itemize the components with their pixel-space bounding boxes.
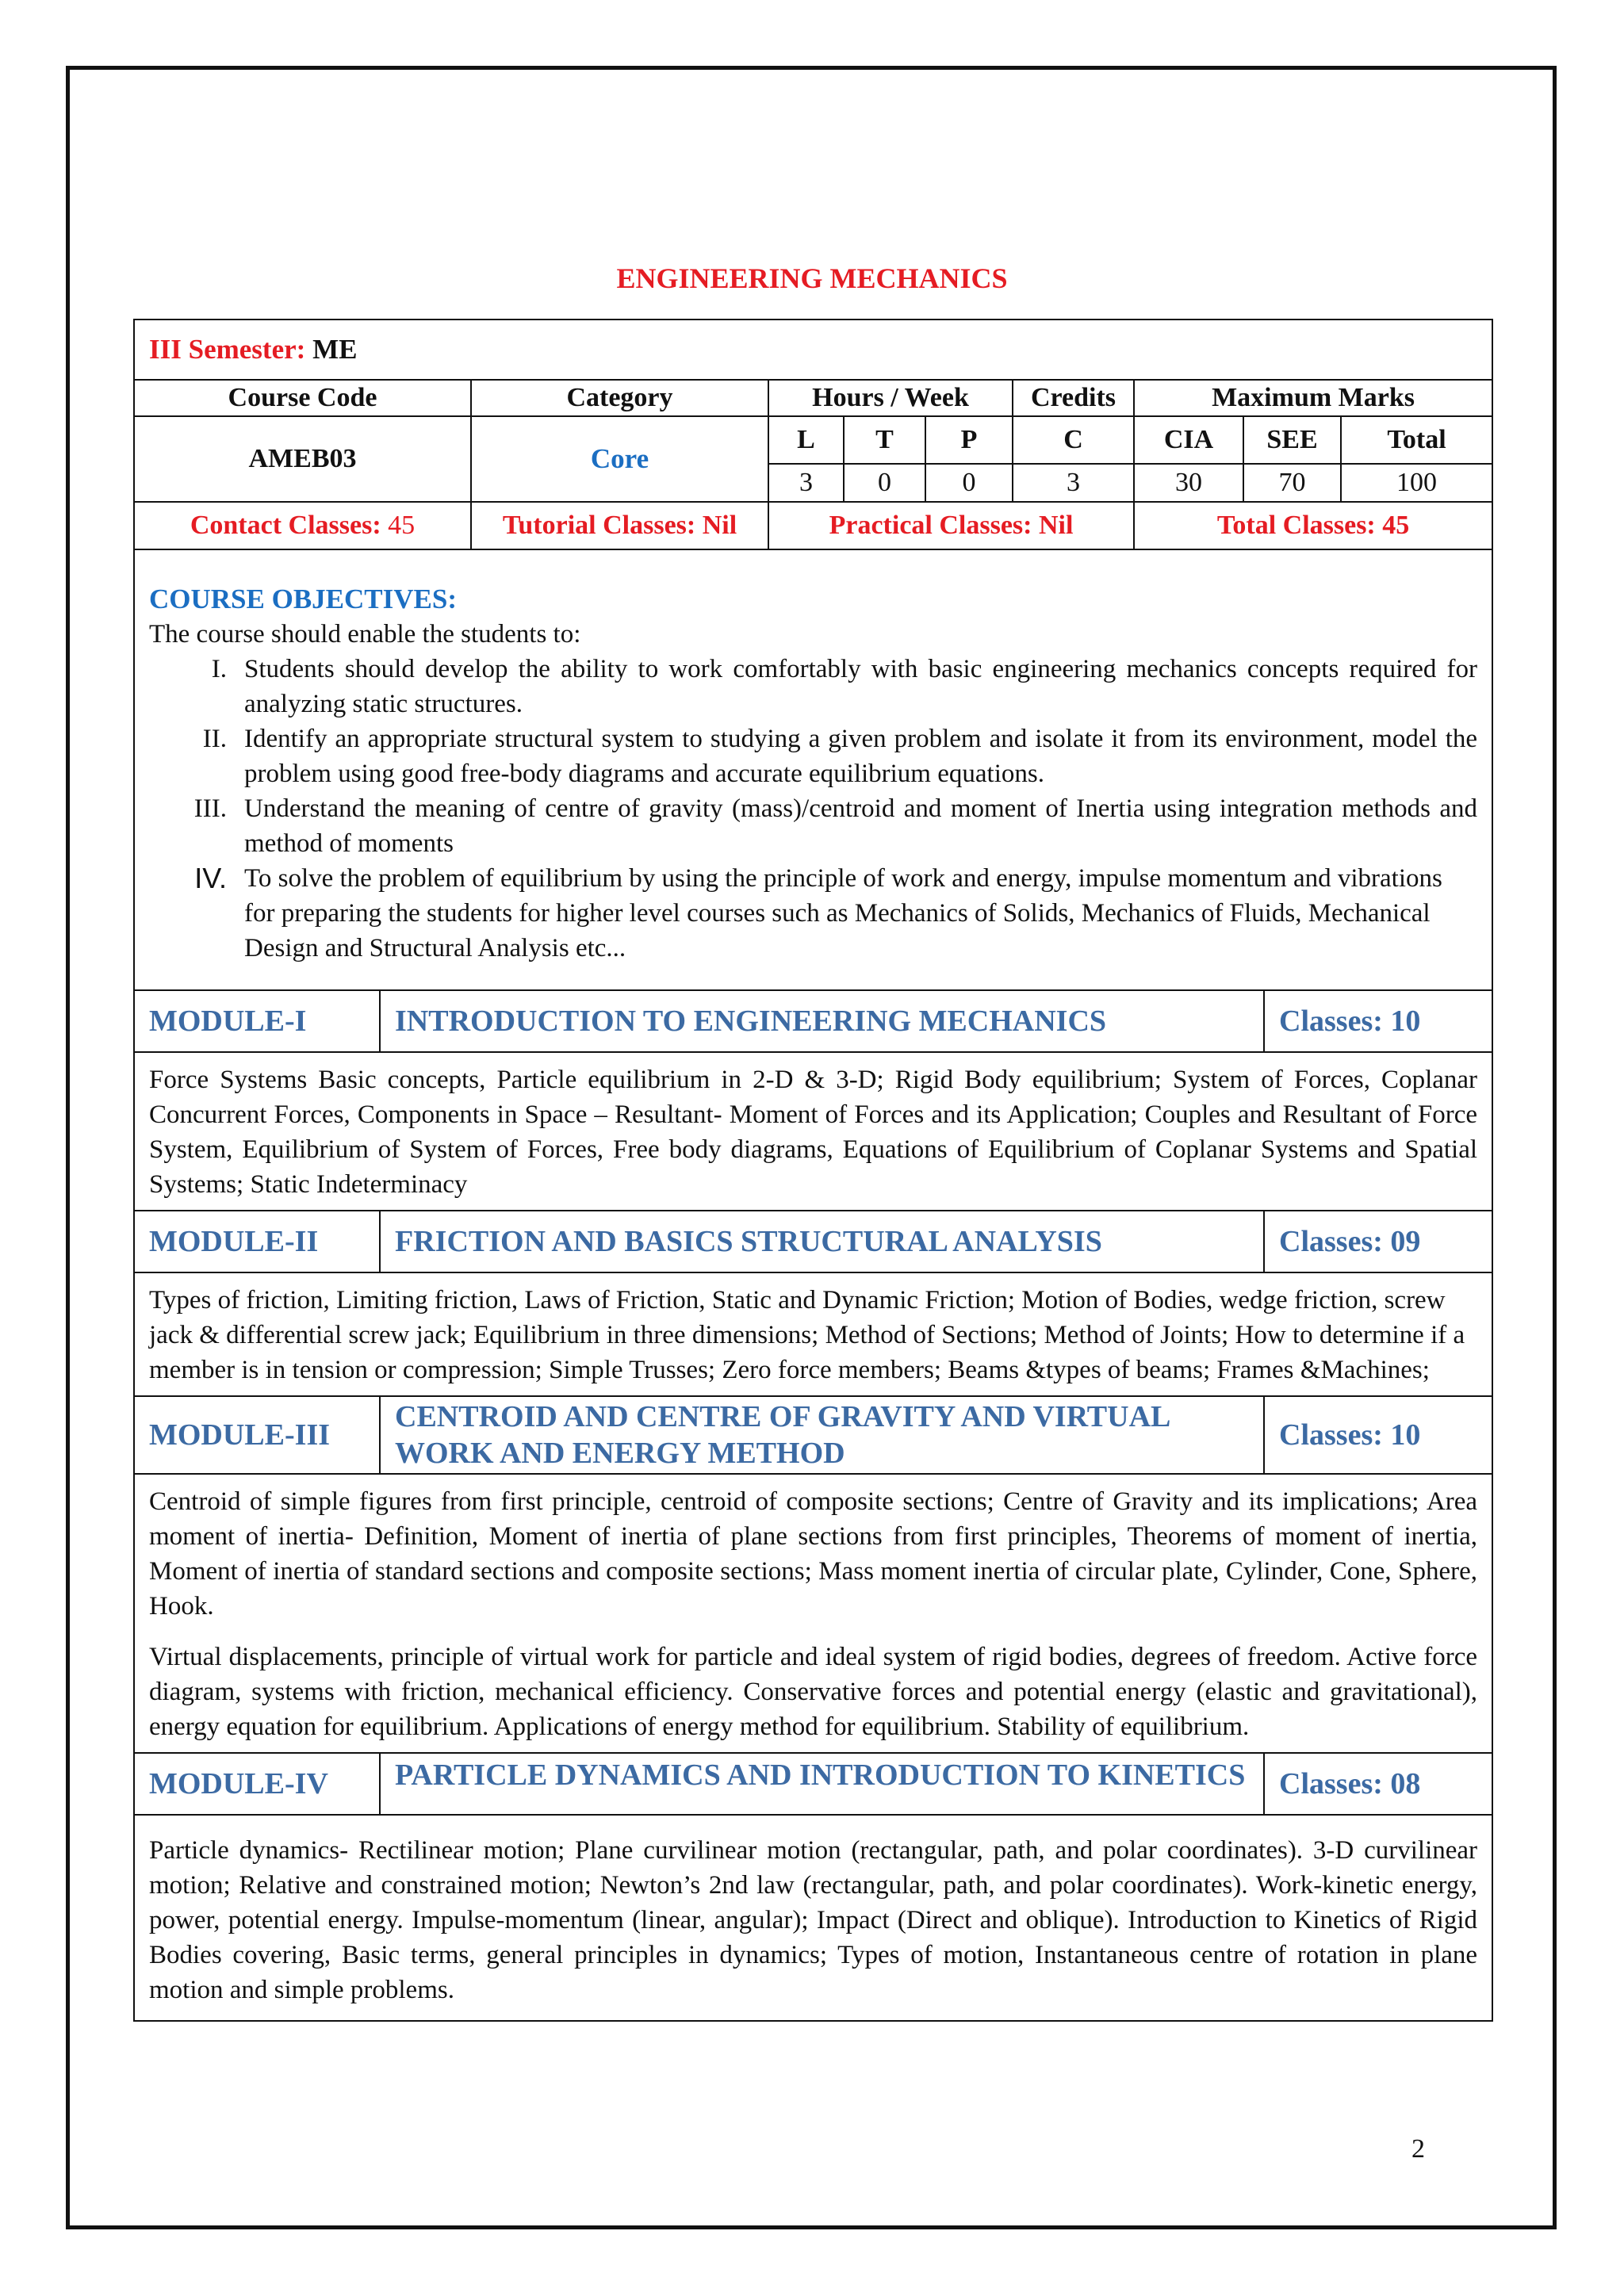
module-content bbox=[134, 1815, 1492, 2021]
tutorial-classes: Tutorial Classes: Nil bbox=[471, 502, 768, 549]
module-name bbox=[380, 1753, 1264, 1815]
semester-value: ME bbox=[312, 334, 358, 365]
col-max-marks: Maximum Marks bbox=[1134, 380, 1492, 416]
objective-item bbox=[149, 721, 1477, 791]
objectives-heading: COURSE OBJECTIVES: bbox=[149, 584, 458, 614]
module-content bbox=[134, 1474, 1492, 1753]
objective-text: Understand the meaning of centre of gravity (mass)/centroid and moment of Inertia using integration methods and method of moments bbox=[244, 794, 1478, 858]
value-p: 0 bbox=[925, 464, 1013, 502]
course-info-table bbox=[133, 319, 1493, 550]
module-header bbox=[134, 1396, 1492, 1474]
course-objectives bbox=[134, 549, 1492, 990]
module-name: CENTROID AND CENTRE OF GRAVITY AND VIRTUAL WORK AND ENERGY METHOD bbox=[380, 1396, 1264, 1474]
sub-t: T bbox=[844, 416, 925, 464]
objective-number: II. bbox=[202, 725, 227, 753]
sub-see: SEE bbox=[1243, 416, 1341, 464]
contact-classes bbox=[134, 502, 471, 549]
module-paragraph: Force Systems Basic concepts, Particle equilibrium in 2-D & 3-D; Rigid Body equilibrium; System of Forces, Coplanar Concurrent Forces, Components in Space – Resultant- Moment of Forces and its Application; Couples and Resultant of Force System, Equilibrium of System of Forces, Free body diagrams, Equations of Equilibrium of Coplanar Systems and Spatial Systems; Static Indeterminacy bbox=[149, 1066, 1478, 1199]
total-classes: Total Classes: 45 bbox=[1134, 502, 1492, 549]
module-header bbox=[134, 1753, 1492, 1815]
objectives-intro: The course should enable the students to: bbox=[149, 620, 581, 649]
semester-label: III Semester: bbox=[149, 334, 306, 365]
col-course-code: Course Code bbox=[134, 380, 471, 416]
contact-classes-label: Contact Classes: bbox=[190, 511, 381, 540]
objective-item bbox=[149, 861, 1477, 966]
objective-number: III. bbox=[193, 794, 227, 823]
category-value: Core bbox=[471, 416, 768, 502]
value-see: 70 bbox=[1243, 464, 1341, 502]
objective-item bbox=[149, 791, 1477, 861]
module-content bbox=[134, 1052, 1492, 1211]
module-paragraph: Types of friction, Limiting friction, Laws of Friction, Static and Dynamic Friction; Motion of Bodies, wedge friction, screw jack & differential screw jack; Equilibrium in three dimensions; Method of Sections; Method of Joints; How to determine if a member is in tension or compression; Simple Trusses; Zero force members; Beams &types of beams; Frames &Machines; bbox=[149, 1286, 1465, 1384]
contact-classes-value: 45 bbox=[388, 511, 416, 540]
module-number: MODULE-II bbox=[134, 1211, 380, 1272]
module-header bbox=[134, 990, 1492, 1052]
value-l: 3 bbox=[768, 464, 844, 502]
module-classes: Classes: 08 bbox=[1264, 1753, 1492, 1815]
course-code-value: AMEB03 bbox=[134, 416, 471, 502]
practical-classes: Practical Classes: Nil bbox=[768, 502, 1134, 549]
sub-l: L bbox=[768, 416, 844, 464]
page-number: 2 bbox=[1411, 2134, 1425, 2164]
module-name-text: PARTICLE DYNAMICS AND INTRODUCTION TO KINETICS bbox=[395, 1758, 1246, 1792]
col-category: Category bbox=[471, 380, 768, 416]
sub-cia: CIA bbox=[1134, 416, 1243, 464]
col-hours-week: Hours / Week bbox=[768, 380, 1013, 416]
objective-item bbox=[149, 652, 1477, 721]
sub-total: Total bbox=[1341, 416, 1492, 464]
value-total: 100 bbox=[1341, 464, 1492, 502]
module-number: MODULE-III bbox=[134, 1396, 380, 1474]
module-number: MODULE-IV bbox=[134, 1753, 380, 1815]
col-credits: Credits bbox=[1013, 380, 1134, 416]
module-paragraph: Virtual displacements, principle of virtual work for particle and ideal system of rigid bodies, degrees of freedom. Active force diagram, systems with friction, mechanical efficiency. Conservative forces and potential energy (elastic and gravitational), energy equation for equilibrium. Applications of energy method for equilibrium. Stability of equilibrium. bbox=[149, 1643, 1478, 1741]
sub-c: C bbox=[1013, 416, 1134, 464]
module-paragraph: Centroid of simple figures from first principle, centroid of composite sections; Centre of Gravity and its implications; Area moment of inertia- Definition, Moment of inertia of plane sections from first principles, Theorems of moment of inertia, Moment of inertia of standard sections and composite sections; Mass moment inertia of circular plate, Cylinder, Cone, Sphere, Hook. bbox=[149, 1487, 1478, 1621]
module-classes: Classes: 09 bbox=[1264, 1211, 1492, 1272]
objective-number: IV. bbox=[194, 862, 227, 894]
module-paragraph: Particle dynamics- Rectilinear motion; Plane curvilinear motion (rectangular, path, and polar coordinates). 3-D curvilinear motion; Relative and constrained motion; Newton’s 2nd law (rectangular, path, and polar coordinates). Work-kinetic energy, power, potential energy. Impulse-momentum (linear, angular); Impact (Direct and oblique). Introduction to Kinetics of Rigid Bodies covering, Basic terms, general principles in dynamics; Types of motion, Instantaneous centre of rotation in plane motion and simple problems. bbox=[149, 1836, 1478, 2004]
sub-p: P bbox=[925, 416, 1013, 464]
objective-text: Students should develop the ability to work comfortably with basic engineering mechanics concepts required for analyzing static structures. bbox=[244, 655, 1478, 718]
module-classes: Classes: 10 bbox=[1264, 990, 1492, 1052]
module-content bbox=[134, 1272, 1492, 1396]
course-title: ENGINEERING MECHANICS bbox=[616, 262, 1008, 294]
objective-number: I. bbox=[211, 655, 227, 683]
value-cia: 30 bbox=[1134, 464, 1243, 502]
objectives-list bbox=[149, 652, 1477, 966]
module-name: INTRODUCTION TO ENGINEERING MECHANICS bbox=[380, 990, 1264, 1052]
objective-text: Identify an appropriate structural system to studying a given problem and isolate it from its environment, model the problem using good free-body diagrams and accurate equilibrium equations. bbox=[244, 725, 1478, 788]
module-classes: Classes: 10 bbox=[1264, 1396, 1492, 1474]
module-header bbox=[134, 1211, 1492, 1272]
syllabus-table bbox=[133, 549, 1493, 2022]
objective-text: To solve the problem of equilibrium by using the principle of work and energy, impulse momentum and vibrations for preparing the students for higher level courses such as Mechanics of Solids, Mechanics of Fluids, Mechanical Design and Structural Analysis etc... bbox=[244, 864, 1442, 962]
module-name: FRICTION AND BASICS STRUCTURAL ANALYSIS bbox=[380, 1211, 1264, 1272]
value-c: 3 bbox=[1013, 464, 1134, 502]
value-t: 0 bbox=[844, 464, 925, 502]
module-number: MODULE-I bbox=[134, 990, 380, 1052]
semester-row bbox=[134, 320, 1492, 380]
